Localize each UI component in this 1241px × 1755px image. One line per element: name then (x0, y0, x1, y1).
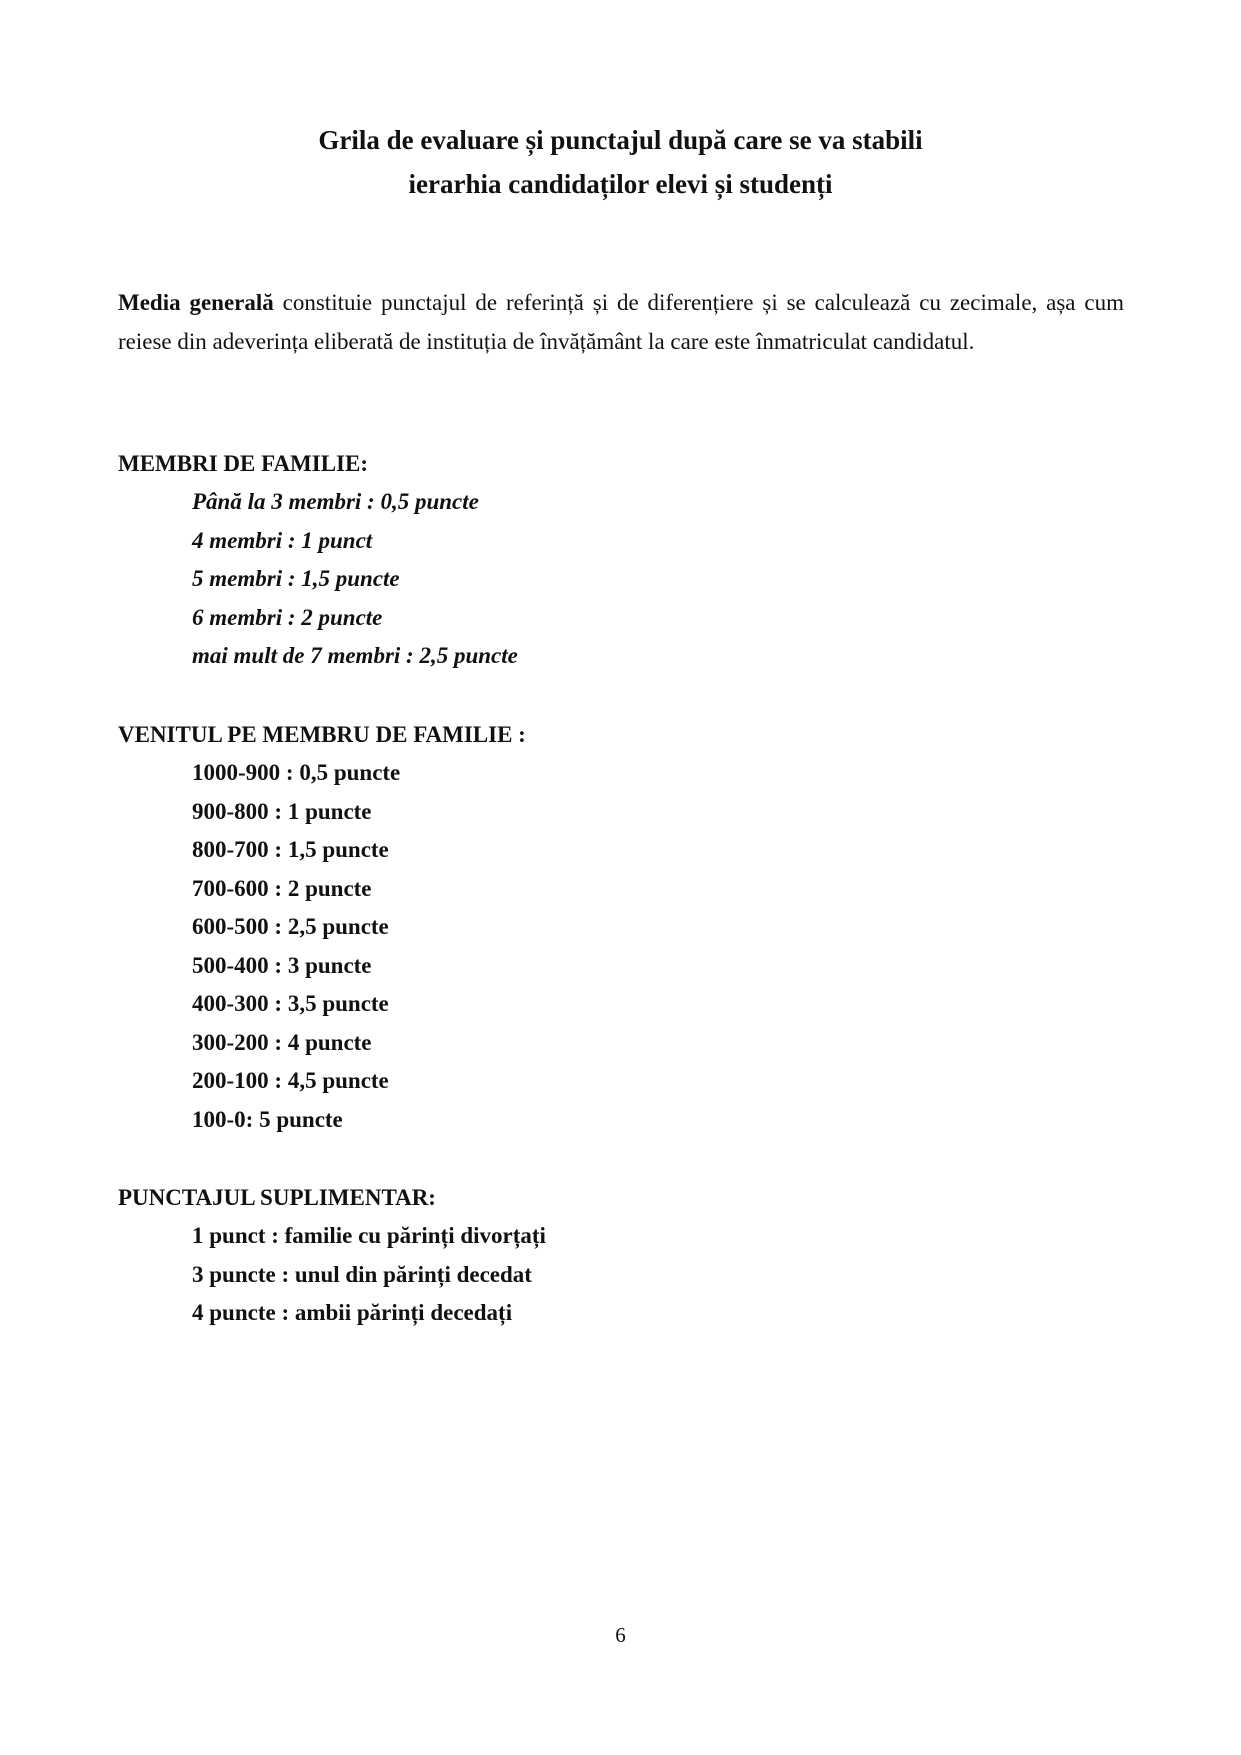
list-item: 300-200 : 4 puncte (192, 1029, 372, 1055)
intro-bold-term: Media generală (118, 290, 274, 315)
list-item: 900-800 : 1 puncte (192, 798, 372, 824)
list-item: 3 puncte : unul din părinți decedat (192, 1261, 532, 1287)
title-line-1: Grila de evaluare și punctajul după care se va stabili (318, 125, 923, 155)
intro-text: constituie punctajul de referință și de diferențiere și se calculează cu zecimale, așa cum reiese din adeverința eliberată de instituția de învățământ la care este înmatriculat candidatul. (118, 290, 1124, 354)
list-item: 100-0: 5 puncte (192, 1106, 343, 1132)
list-item: 200-100 : 4,5 puncte (192, 1068, 389, 1093)
supplementary-points-list (192, 1217, 546, 1333)
list-item: 700-600 : 2 puncte (192, 875, 372, 901)
list-item: 800-700 : 1,5 puncte (192, 837, 389, 862)
section-heading-family-members: MEMBRI DE FAMILIE: (118, 451, 369, 476)
list-item: 4 puncte : ambii părinți decedați (192, 1300, 513, 1325)
list-item: mai mult de 7 membri : 2,5 puncte (192, 643, 518, 668)
list-item: 500-400 : 3 puncte (192, 952, 372, 978)
intro-paragraph (118, 284, 1124, 361)
section-heading-income-per-member: VENITUL PE MEMBRU DE FAMILIE : (118, 722, 526, 747)
family-members-list (192, 483, 518, 676)
title-line-2: ierarhia candidaților elevi și studenți (408, 169, 833, 199)
list-item: 1 punct : familie cu părinți divorțați (192, 1223, 546, 1248)
list-item: 5 membri : 1,5 puncte (192, 566, 400, 591)
income-list (192, 754, 400, 1139)
list-item: 1000-900 : 0,5 puncte (192, 760, 401, 785)
page-number: 6 (615, 1623, 626, 1647)
list-item: 4 membri : 1 punct (192, 527, 373, 553)
section-heading-supplementary-points: PUNCTAJUL SUPLIMENTAR: (118, 1185, 436, 1210)
list-item: Până la 3 membri : 0,5 puncte (192, 489, 479, 514)
list-item: 600-500 : 2,5 puncte (192, 914, 389, 939)
list-item: 6 membri : 2 puncte (192, 604, 383, 630)
list-item: 400-300 : 3,5 puncte (192, 991, 389, 1016)
page-title (120, 118, 1121, 206)
